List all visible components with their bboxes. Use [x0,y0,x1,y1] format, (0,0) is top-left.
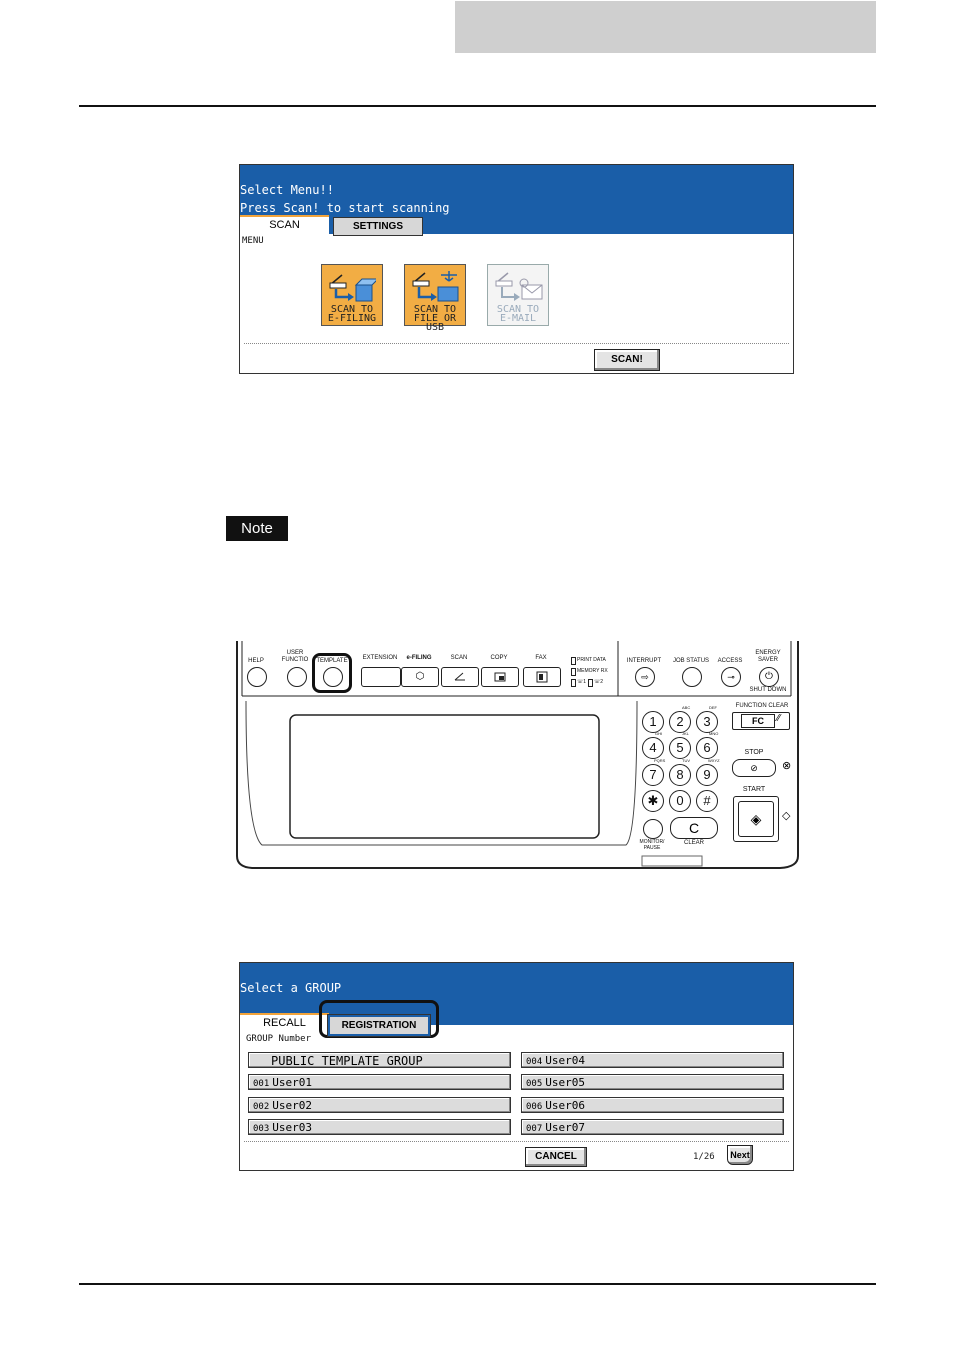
efiling-button[interactable] [401,667,439,687]
scan-button[interactable]: SCAN! [594,349,660,371]
scan-menu-screen [239,164,794,374]
copy-key-label: COPY [490,655,508,661]
group-title: Select a GROUP [240,981,342,995]
reset-icon: ⁄⁄ [777,713,781,724]
scan-message-line2: Press Scan! to start scanning [240,201,450,215]
scanner-icon [454,672,466,682]
tab-recall[interactable]: RECALL [240,1013,329,1032]
scan-to-efiling-button[interactable] [321,264,383,326]
key-8[interactable]: 8 [669,764,691,786]
access-button[interactable] [721,667,741,687]
tab-scan[interactable]: SCAN [240,215,329,234]
tab-registration[interactable]: REGISTRATION [328,1015,430,1036]
help-button[interactable] [247,667,267,687]
key-5-letters: JKL [682,731,689,736]
key-2-letters: ABC [682,705,691,710]
template-button[interactable] [323,667,343,687]
scanner-efiling-icon [328,271,376,303]
fax-icon [536,671,548,683]
print-data-label: PRINT DATA [577,657,606,663]
scanner-usb-folder-icon [411,269,461,303]
email-label: SCAN TO E-MAIL [496,304,540,324]
next-button[interactable]: Next [727,1145,753,1165]
key-4-letters: GHI [655,731,663,736]
key-7-letters: PQRS [654,758,666,763]
key-1[interactable]: 1 [642,711,664,733]
group-footer-divider [244,1141,789,1142]
scan-key-label: SCAN [450,655,468,661]
key-icon: ⊸ [727,672,735,682]
page-indicator: 1/26 [693,1152,715,1162]
group-public-template[interactable]: PUBLIC TEMPLATE GROUP [248,1052,511,1068]
key-7[interactable]: 7 [642,764,664,786]
efiling-key-label: e-FILING [406,655,432,661]
memory-rx-label: MEMORY RX [577,668,608,674]
group-select-screen [239,962,794,1171]
start-label: START [742,786,766,793]
file-usb-label: SCAN TO FILE OR USB [413,304,457,333]
key-0[interactable]: 0 [669,790,691,812]
key-3[interactable]: 3 [696,711,718,733]
user-functions-label: USER FUNCTIO [281,650,309,663]
energy-saver-label: ENERGY SAVER [755,650,781,663]
scan-message-line1: Select Menu!! [240,183,334,197]
energy-saver-button[interactable] [759,667,779,687]
line1-label: ☏1 [577,679,587,685]
group-003[interactable]: 003 User03 [248,1119,511,1135]
key-9-letters: WXYZ [708,758,720,763]
menu-label: MENU [242,236,264,246]
stop-indicator-icon: ⊗ [782,760,792,772]
interrupt-label: INTERRUPT [626,658,662,664]
scan-footer-divider [244,343,789,344]
clear-label: CLEAR [683,840,704,846]
group-004[interactable]: 004 User04 [521,1052,784,1068]
key-6-letters: MNO [709,731,719,736]
key-5[interactable]: 5 [669,737,691,759]
template-label: TEMPLATE [316,658,348,664]
key-6[interactable]: 6 [696,737,718,759]
shut-down-label: SHUT DOWN [749,687,787,693]
header-bar [455,1,876,53]
scan-key-button[interactable] [441,667,479,687]
monitor-pause-label: MONITOR/ PAUSE [639,839,665,851]
group-005[interactable]: 005 User05 [521,1074,784,1090]
fax-key-button[interactable] [523,667,561,687]
power-icon: ⏻ [765,671,773,682]
clear-button[interactable]: C [670,817,718,839]
help-label: HELP [248,658,264,664]
key-hash[interactable]: # [696,790,718,812]
extension-label: EXTENSION [362,655,398,661]
stop-icon: ⊘ [750,763,758,773]
start-indicator-icon: ◇ [782,810,791,822]
top-rule [79,105,876,107]
efiling-label: SCAN TO E-FILING [327,304,377,324]
scan-to-email-button[interactable] [487,264,549,326]
copy-key-button[interactable] [481,667,519,687]
job-status-label: JOB STATUS [672,658,710,664]
key-3-letters: DEF [709,705,717,710]
user-functions-button[interactable] [287,667,307,687]
monitor-pause-button[interactable] [643,819,663,839]
control-panel [232,641,800,871]
interrupt-icon: ⇨ [641,672,649,682]
interrupt-button[interactable] [635,667,655,687]
extension-button[interactable] [361,667,401,687]
tab-settings[interactable]: SETTINGS [333,217,423,236]
start-button[interactable] [733,796,779,842]
scanner-email-icon [494,269,544,303]
access-label: ACCESS [717,658,743,664]
bottom-rule [79,1283,876,1285]
key-9[interactable]: 9 [696,764,718,786]
line2-label: ☏2 [594,679,604,685]
memory-rx-lamp [571,668,576,676]
start-diamond-icon: ◈ [738,801,774,837]
group-006[interactable]: 006 User06 [521,1097,784,1113]
group-002[interactable]: 002 User02 [248,1097,511,1113]
note-label: Note [226,516,288,541]
fax-key-label: FAX [535,655,547,661]
print-data-lamp [571,657,576,665]
fc-label: FC [741,714,775,728]
function-clear-label: FUNCTION CLEAR [735,703,789,709]
key-2[interactable]: 2 [669,711,691,733]
function-clear-button[interactable] [732,712,790,730]
line1-lamp [571,679,576,687]
cancel-button[interactable]: CANCEL [525,1147,587,1167]
key-8-letters: TUV [682,758,690,763]
stop-label: STOP [744,749,764,756]
copy-icon [494,672,506,682]
group-001[interactable]: 001 User01 [248,1074,511,1090]
line2-lamp [588,679,593,687]
efiling-box-icon: ⬡ [415,671,425,682]
scan-to-file-usb-button[interactable] [404,264,466,333]
key-star[interactable]: ✱ [642,790,664,812]
key-4[interactable]: 4 [642,737,664,759]
job-status-button[interactable] [682,667,702,687]
group-007[interactable]: 007 User07 [521,1119,784,1135]
group-number-label: GROUP Number [246,1034,312,1044]
stop-button[interactable] [732,759,776,777]
